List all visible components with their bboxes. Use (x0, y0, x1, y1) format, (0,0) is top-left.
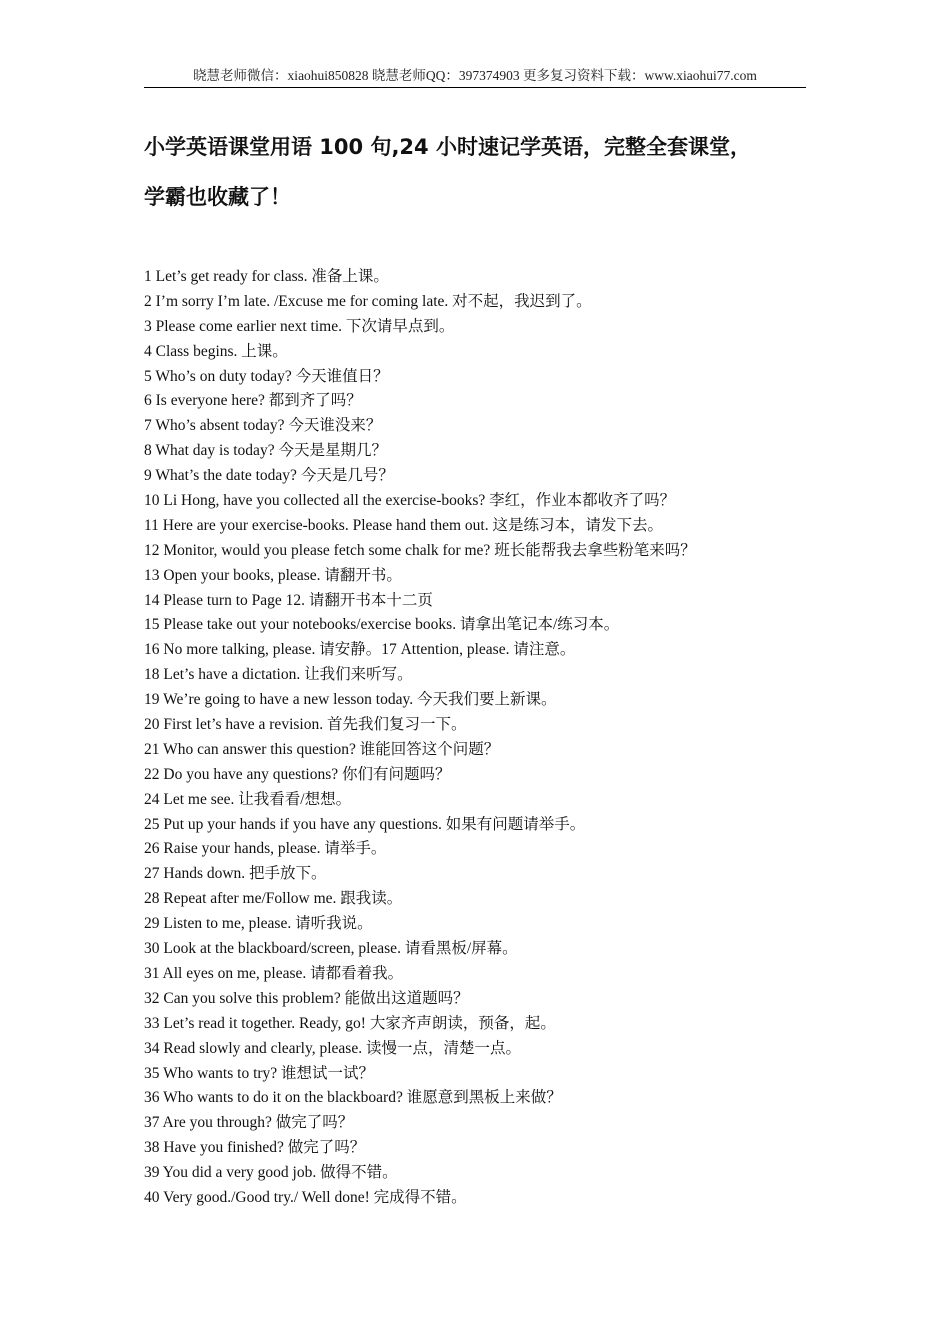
phrase-line: 11 Here are your exercise-books. Please hand them out. 这是练习本，请发下去。 (144, 516, 663, 534)
phrase-line: 10 Li Hong, have you collected all the exercise-books? 李红，作业本都收齐了吗？ (144, 492, 676, 510)
phrase-line: 31 All eyes on me, please. 请都看着我。 (144, 964, 404, 982)
document-title (144, 122, 824, 222)
title-line-1: 小学英语课堂用语 100 句,24 小时速记学英语，完整全套课堂， (144, 135, 751, 159)
phrase-line: 40 Very good./Good try./ Well done! 完成得不错。 (144, 1188, 467, 1206)
page-header: 晓慧老师微信：xiaohui850828 晓慧老师QQ：397374903 更多复习资料下载：www.xiaohui77.com (193, 68, 757, 83)
phrase-line: 22 Do you have any questions? 你们有问题吗？ (144, 765, 451, 783)
phrase-line: 21 Who can answer this question? 谁能回答这个问题？ (144, 740, 500, 758)
phrase-line: 15 Please take out your notebooks/exercise books. 请拿出笔记本/练习本。 (144, 616, 620, 634)
phrase-line: 26 Raise your hands, please. 请举手。 (144, 840, 387, 858)
phrase-line: 16 No more talking, please. 请安静。17 Attention, please. 请注意。 (144, 641, 576, 659)
phrase-line: 29 Listen to me, please. 请听我说。 (144, 915, 373, 933)
phrase-line: 4 Class begins. 上课。 (144, 342, 288, 360)
phrase-line: 28 Repeat after me/Follow me. 跟我读。 (144, 890, 403, 908)
phrase-line: 6 Is everyone here? 都到齐了吗？ (144, 392, 362, 410)
phrase-list (144, 265, 844, 1211)
phrase-line: 33 Let’s read it together. Ready, go! 大家齐声朗读，预备，起。 (144, 1014, 556, 1032)
phrase-line: 32 Can you solve this problem? 能做出这道题吗？ (144, 989, 469, 1007)
phrase-line: 18 Let’s have a dictation. 让我们来听写。 (144, 666, 413, 684)
phrase-line: 30 Look at the blackboard/screen, please. 请看黑板/屏幕。 (144, 940, 518, 958)
title-line-2: 学霸也收藏了！ (144, 185, 291, 209)
phrase-line: 34 Read slowly and clearly, please. 读慢一点，清楚一点。 (144, 1039, 521, 1057)
phrase-line: 12 Monitor, would you please fetch some chalk for me? 班长能帮我去拿些粉笔来吗？ (144, 541, 696, 559)
phrase-line: 9 What’s the date today? 今天是几号？ (144, 467, 394, 485)
phrase-line: 27 Hands down. 把手放下。 (144, 865, 327, 883)
phrase-line: 3 Please come earlier next time. 下次请早点到。 (144, 317, 455, 335)
phrase-line: 13 Open your books, please. 请翻开书。 (144, 566, 402, 584)
phrase-line: 39 You did a very good job. 做得不错。 (144, 1164, 398, 1182)
phrase-line: 7 Who’s absent today? 今天谁没来？ (144, 417, 382, 435)
phrase-line: 25 Put up your hands if you have any questions. 如果有问题请举手。 (144, 815, 586, 833)
phrase-line: 8 What day is today? 今天是星期几？ (144, 442, 387, 460)
phrase-line: 19 We’re going to have a new lesson today. 今天我们要上新课。 (144, 691, 557, 709)
phrase-line: 37 Are you through? 做完了吗？ (144, 1114, 354, 1132)
phrase-line: 36 Who wants to do it on the blackboard? 谁愿意到黑板上来做？ (144, 1089, 562, 1107)
phrase-line: 2 I’m sorry I’m late. /Excuse me for coming late. 对不起，我迟到了。 (144, 292, 592, 310)
phrase-line: 14 Please turn to Page 12. 请翻开书本十二页 (144, 591, 433, 609)
phrase-line: 35 Who wants to try? 谁想试一试？ (144, 1064, 375, 1082)
phrase-line: 24 Let me see. 让我看看/想想。 (144, 790, 352, 808)
phrase-line: 5 Who’s on duty today? 今天谁值日？ (144, 367, 389, 385)
phrase-line: 20 First let’s have a revision. 首先我们复习一下。 (144, 716, 467, 734)
header-divider (144, 87, 806, 88)
phrase-line: 1 Let’s get ready for class. 准备上课。 (144, 268, 389, 285)
phrase-line: 38 Have you finished? 做完了吗？ (144, 1139, 366, 1157)
